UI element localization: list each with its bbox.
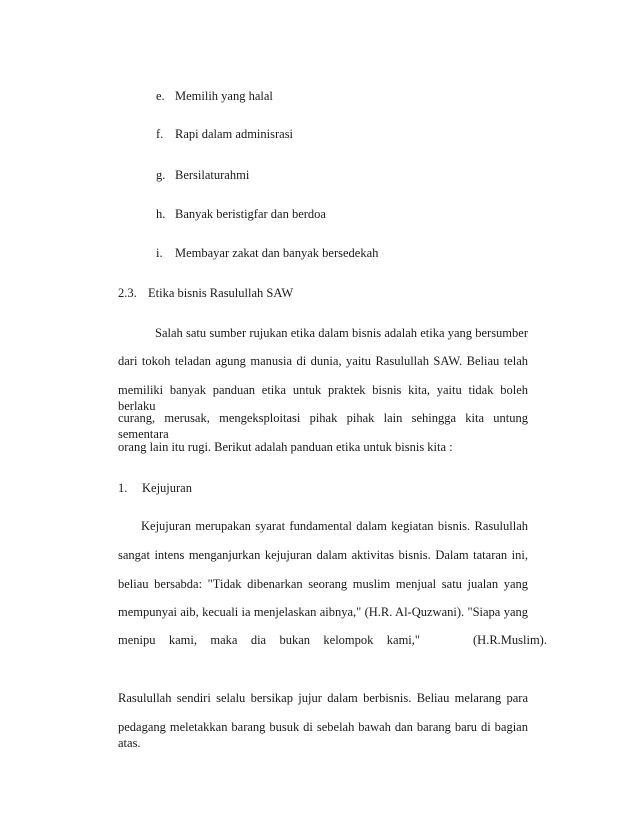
subsection-number: 1. xyxy=(118,481,128,495)
list-item-text: Membayar zakat dan banyak bersedekah xyxy=(175,246,379,260)
paragraph-line: beliau bersabda: "Tidak dibenarkan seorang muslim menjual satu jualan yang xyxy=(118,577,528,591)
paragraph-line: orang lain itu rugi. Berikut adalah panduan etika untuk bisnis kita : xyxy=(118,440,453,454)
section-number: 2.3. xyxy=(118,286,137,300)
paragraph-line: menipu kami, maka dia bukan kelompok kami," xyxy=(118,633,420,647)
paragraph-line: Rasulullah sendiri selalu bersikap jujur dalam berbisnis. Beliau melarang para xyxy=(118,691,528,705)
list-item-letter: i. xyxy=(156,246,163,260)
paragraph-line: curang, merusak, mengeksploitasi pihak pihak lain sehingga kita untung sementara xyxy=(118,411,528,441)
paragraph-line: mempunyai aib, kecuali ia menjelaskan aibnya," (H.R. Al-Quzwani). "Siapa yang xyxy=(118,605,528,619)
paragraph-line: pedagang meletakkan barang busuk di sebelah bawah dan barang baru di bagian atas. xyxy=(118,720,528,750)
paragraph-line: sangat intens menganjurkan kejujuran dalam aktivitas bisnis. Dalam tataran ini, xyxy=(118,548,528,562)
paragraph-line: Kejujuran merupakan syarat fundamental dalam kegiatan bisnis. Rasulullah xyxy=(141,519,528,533)
paragraph-line: dari tokoh teladan agung manusia di dunia, yaitu Rasulullah SAW. Beliau telah xyxy=(118,354,528,368)
list-item-letter: e. xyxy=(156,89,165,103)
citation: (H.R.Muslim). xyxy=(473,633,547,647)
list-item-text: Banyak beristigfar dan berdoa xyxy=(175,207,326,221)
list-item-letter: h. xyxy=(156,207,166,221)
paragraph-line: memiliki banyak panduan etika untuk praktek bisnis kita, yaitu tidak boleh berlaku xyxy=(118,383,528,413)
list-item-text: Memilih yang halal xyxy=(175,89,273,103)
paragraph-line: Salah satu sumber rujukan etika dalam bisnis adalah etika yang bersumber xyxy=(155,326,528,340)
list-item-text: Rapi dalam adminisrasi xyxy=(175,127,294,141)
section-title: Etika bisnis Rasulullah SAW xyxy=(148,286,294,300)
list-item-letter: g. xyxy=(156,168,166,182)
subsection-title: Kejujuran xyxy=(142,481,192,495)
list-item-text: Bersilaturahmi xyxy=(175,168,250,182)
list-item-letter: f. xyxy=(156,127,164,141)
